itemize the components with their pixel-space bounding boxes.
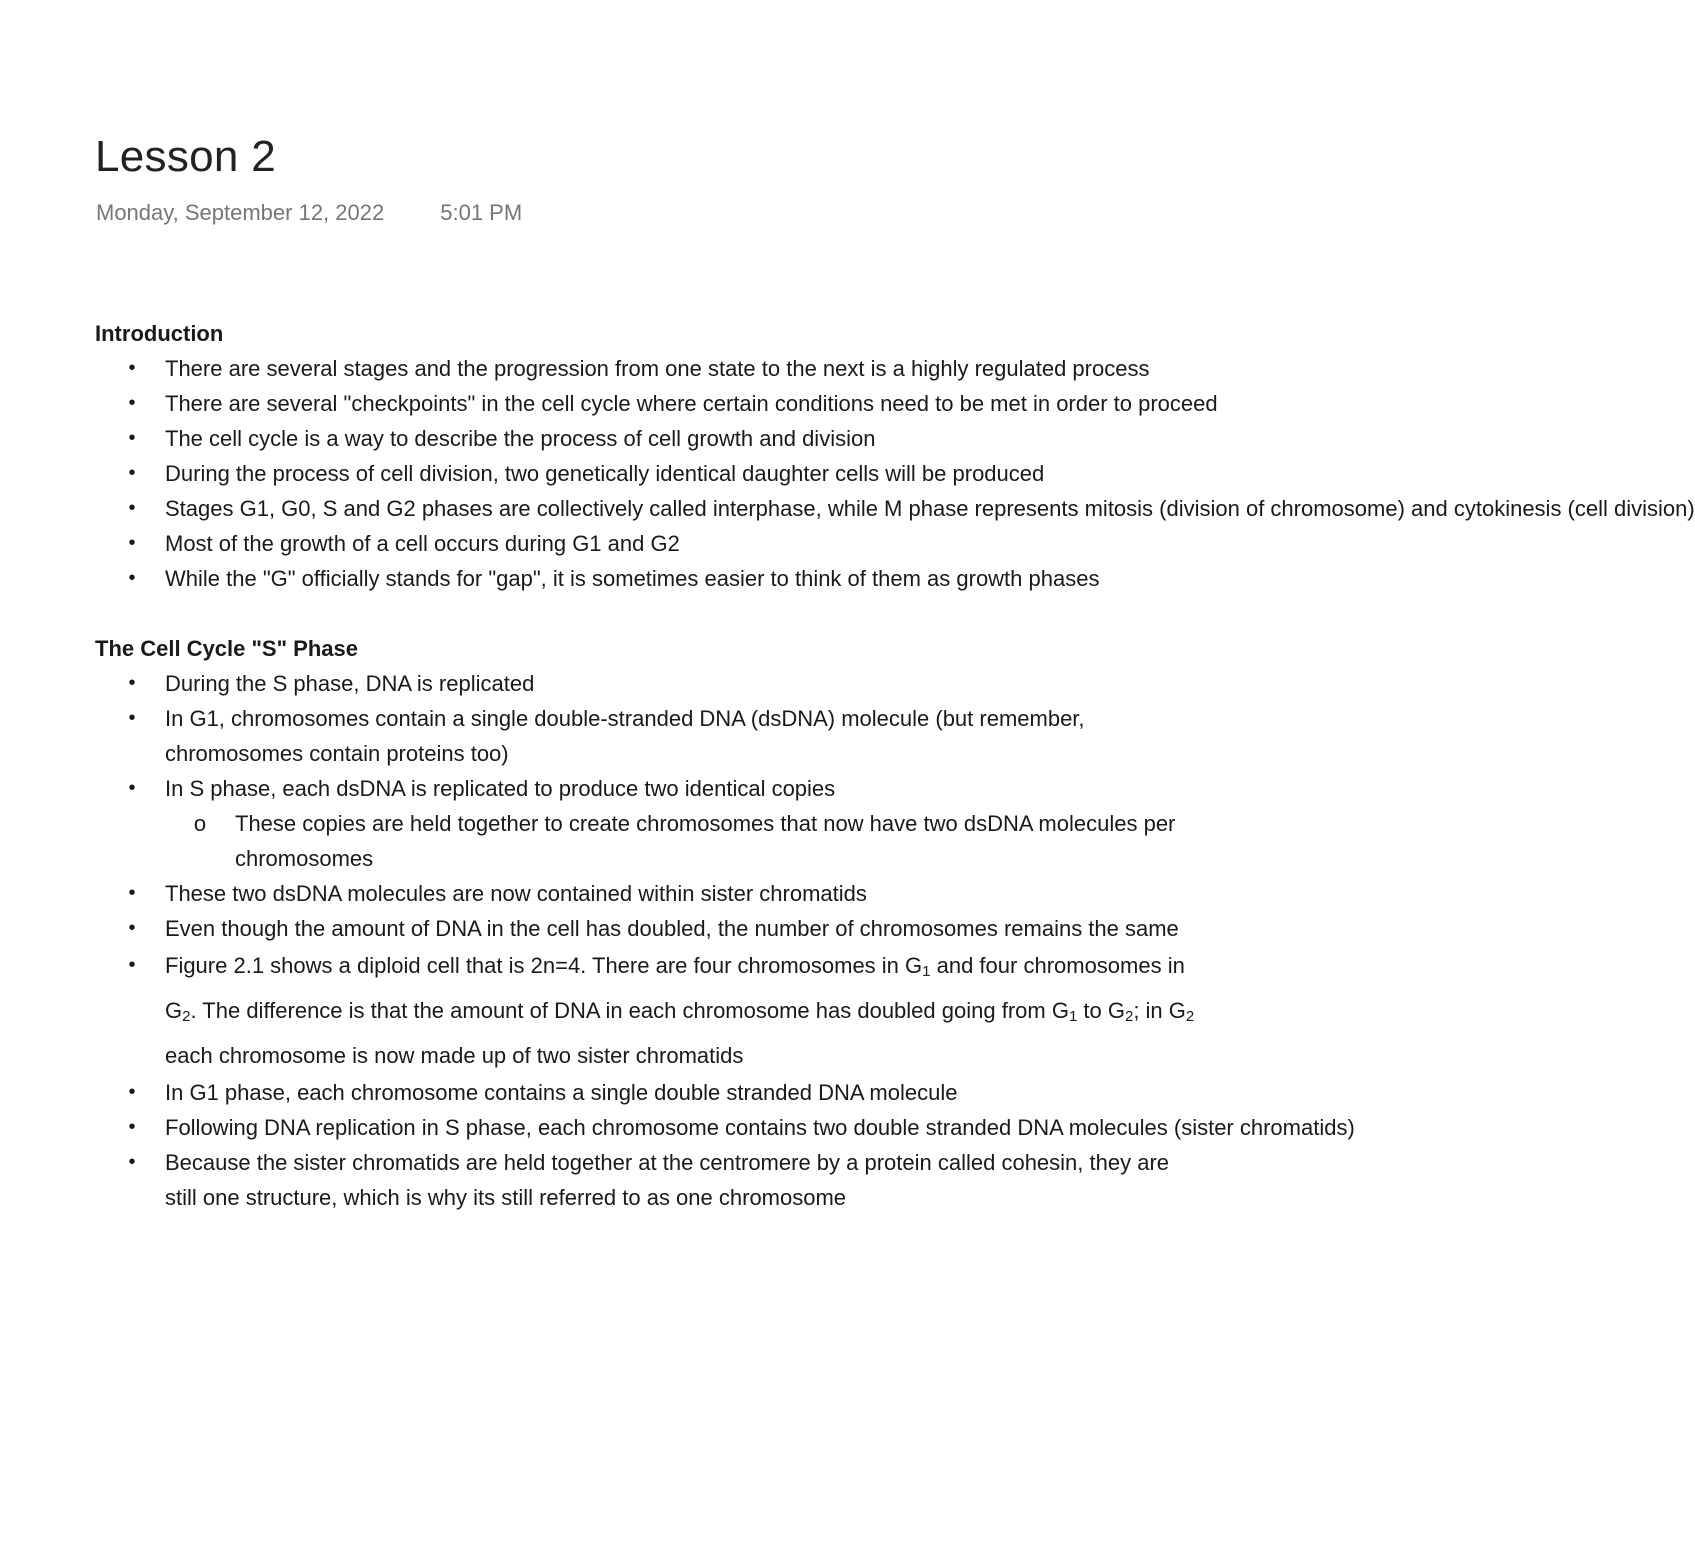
text-run: to G <box>1077 998 1125 1023</box>
page-time: 5:01 PM <box>440 200 523 225</box>
page-meta <box>96 200 522 226</box>
sub-list-item <box>95 806 1200 876</box>
text-run: each chromosome is now made up of two sister chromatids <box>165 1043 744 1068</box>
bullet-icon: • <box>128 917 136 939</box>
bullet-icon: • <box>128 954 136 976</box>
bullet-icon: • <box>128 392 136 414</box>
list-item-text <box>165 953 1194 1068</box>
list-item <box>95 386 1218 421</box>
list-item <box>95 876 1200 911</box>
list-item <box>95 771 1200 806</box>
text-run: and four chromosomes in G <box>165 953 1185 1023</box>
subscript: 2 <box>1124 1008 1134 1025</box>
list-item-text: Because the sister chromatids are held together at the centromere by a protein called cohesin, they are still one structure, which is why its still referred to as one chromosome <box>165 1150 1170 1210</box>
list-item <box>95 561 1200 596</box>
list-item-text: Most of the growth of a cell occurs during G1 and G2 <box>165 531 680 556</box>
list-item <box>95 946 1200 1075</box>
bullet-icon: • <box>128 672 136 694</box>
list-item-text: The cell cycle is a way to describe the process of cell growth and division <box>165 426 876 451</box>
bullet-icon: • <box>128 427 136 449</box>
list-item-text: During the process of cell division, two genetically identical daughter cells will be produced <box>165 461 1045 486</box>
list-item-text: During the S phase, DNA is replicated <box>165 671 535 696</box>
list-item-text: In G1 phase, each chromosome contains a single double stranded DNA molecule <box>165 1080 958 1105</box>
page-title: Lesson 2 <box>95 132 276 181</box>
list-item <box>95 456 1200 491</box>
page-date: Monday, September 12, 2022 <box>96 200 385 225</box>
list-item <box>95 666 1200 701</box>
section-introduction <box>95 316 1695 596</box>
subscript: 2 <box>1185 1008 1195 1025</box>
note-body <box>95 316 1695 1434</box>
list-item-text: In S phase, each dsDNA is replicated to produce two identical copies <box>165 776 836 801</box>
subscript: 2 <box>182 1008 191 1025</box>
list-item-text: There are several stages and the progression from one state to the next is a highly regulated process <box>165 356 1150 381</box>
list-item-text: These two dsDNA molecules are now contained within sister chromatids <box>165 881 867 906</box>
section-heading: The Cell Cycle "S" Phase <box>95 636 358 661</box>
list-item <box>95 1145 1200 1215</box>
subscript: 1 <box>1068 1008 1078 1025</box>
section-heading: Introduction <box>95 321 224 346</box>
list-item <box>95 526 1200 561</box>
bullet-icon: • <box>128 1116 136 1138</box>
bullet-icon: • <box>128 707 136 729</box>
subscript: 1 <box>922 963 931 980</box>
bullet-icon: • <box>128 462 136 484</box>
list-item-text: There are several "checkpoints" in the cell cycle where certain conditions need to be met in order to proceed <box>165 391 1218 416</box>
bullet-list <box>95 351 1695 596</box>
text-run: Figure 2.1 shows a diploid cell that is 2n=4. There are four chromosomes in G <box>165 953 923 978</box>
list-item-text: Even though the amount of DNA in the cell has doubled, the number of chromosomes remains the same <box>165 916 1179 941</box>
list-item <box>95 491 1695 526</box>
bullet-icon: • <box>128 497 136 519</box>
bullet-icon: • <box>128 1081 136 1103</box>
bullet-list <box>95 666 1355 1215</box>
list-item-text: While the "G" officially stands for "gap", it is sometimes easier to think of them as growth phases <box>165 566 1100 591</box>
bullet-icon: • <box>128 1151 136 1173</box>
list-item-text: Following DNA replication in S phase, each chromosome contains two double stranded DNA molecules (sister chromatids) <box>165 1115 1355 1140</box>
list-item <box>95 351 1200 386</box>
list-item-text: In G1, chromosomes contain a single double-stranded DNA (dsDNA) molecule (but remember, chromosomes contain proteins too) <box>165 706 1085 766</box>
list-item <box>95 421 1200 456</box>
list-item <box>95 1075 1200 1110</box>
bullet-icon: • <box>128 777 136 799</box>
bullet-icon: • <box>128 532 136 554</box>
list-item-text: Stages G1, G0, S and G2 phases are collectively called interphase, while M phase represents mitosis (division of chromosome) and cytokinesis (cell division) <box>165 496 1695 521</box>
bullet-icon: • <box>128 882 136 904</box>
list-item <box>95 1110 1355 1145</box>
bullet-icon: • <box>128 567 136 589</box>
list-item <box>95 911 1200 946</box>
section-s-phase <box>95 631 1355 1215</box>
list-item-text: These copies are held together to create chromosomes that now have two dsDNA molecules per chromosomes <box>235 811 1176 871</box>
text-run: . The difference is that the amount of DNA in each chromosome has doubled going from G <box>190 998 1069 1023</box>
bullet-icon: • <box>128 357 136 379</box>
list-item <box>95 701 1200 771</box>
text-run: ; in G <box>1133 998 1186 1023</box>
circle-bullet-icon: o <box>193 811 207 836</box>
